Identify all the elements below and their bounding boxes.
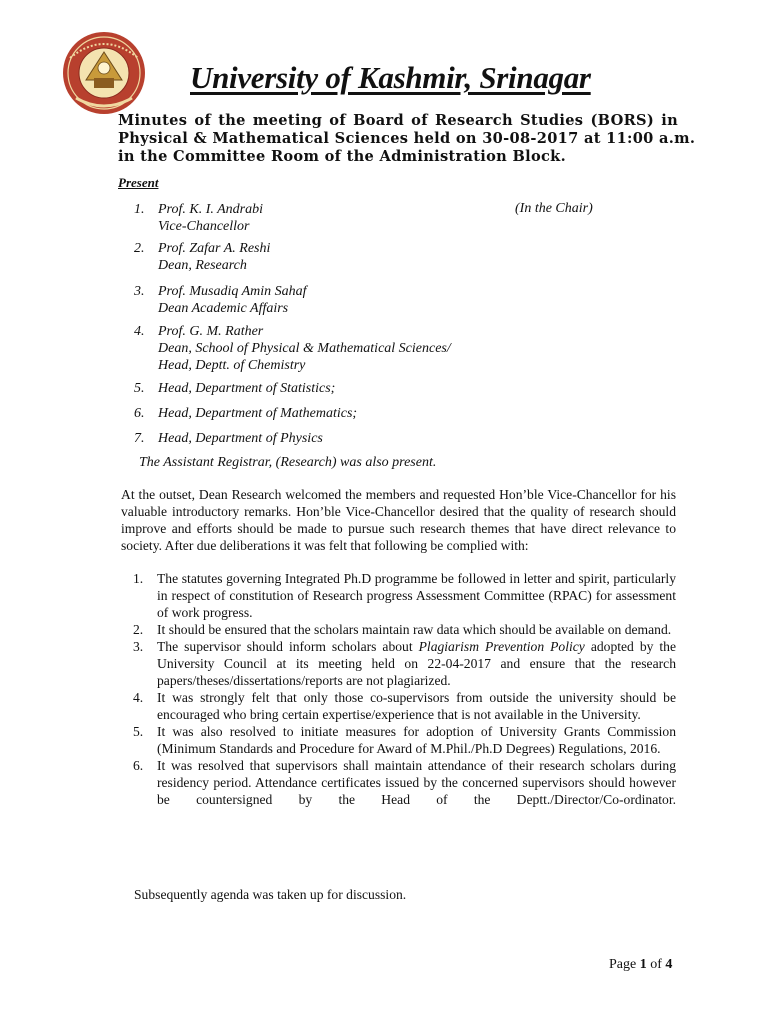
list-item: 5. It was also resolved to initiate measures for adoption of University Grants Commission (Minimum Standards and Procedure for Award of M.Phil./Ph.D Degrees) Regulations, 2016. xyxy=(133,724,676,756)
member-title: Head, Deptt. of Chemistry xyxy=(158,358,306,373)
heading-line-1: Minutes of the meeting of Board of Research Studies (BORS) in xyxy=(118,112,678,129)
list-item: 4. It was strongly felt that only those co-supervisors from outside the university should be encouraged who bring certain expertise/experience that is not available in the University. xyxy=(133,690,676,722)
member-name: Prof. K. I. Andrabi xyxy=(158,202,264,217)
member-title: Dean, School of Physical & Mathematical Sciences/ xyxy=(158,341,451,356)
list-item: 3. The supervisor should inform scholars about Plagiarism Prevention Policy adopted by the University Council at its meeting held on 22-04-2017 and ensure that the research papers/theses/dissertations/reports are not plagiarized. xyxy=(133,639,676,688)
member-name: Head, Department of Mathematics; xyxy=(158,406,358,421)
university-title: University of Kashmir, Srinagar xyxy=(190,60,591,95)
policy-name: Plagiarism Prevention Policy xyxy=(418,639,585,654)
present-label: Present xyxy=(118,175,159,190)
also-present-note: The Assistant Registrar, (Research) was also present. xyxy=(139,455,437,470)
heading-line-2: Physical & Mathematical Sciences held on 30-08-2017 at 11:00 a.m. xyxy=(118,130,696,147)
heading-line-3: in the Committee Room of the Administration Block. xyxy=(118,148,566,165)
page-number: Page 1 of 4 xyxy=(609,957,673,972)
list-item: 2. It should be ensured that the scholars maintain raw data which should be available on demand. xyxy=(133,622,672,637)
member-name: Head, Department of Physics xyxy=(158,431,323,446)
chair-note: (In the Chair) xyxy=(515,201,593,216)
member-name: Head, Department of Statistics; xyxy=(158,381,336,396)
member-title: Vice-Chancellor xyxy=(158,219,250,234)
meeting-heading xyxy=(118,112,696,166)
member-name: Prof. Zafar A. Reshi xyxy=(158,241,271,256)
member-title: Dean, Research xyxy=(158,258,247,273)
resolution-list xyxy=(121,570,676,808)
member-title: Dean Academic Affairs xyxy=(158,301,289,316)
list-item: 6. It was resolved that supervisors shall maintain attendance of their research scholars during residency period. Attendance certificates issued by the concerned supervisors should however be countersigned by the Head of the Deptt./Director/Co-ordinator. xyxy=(133,758,676,807)
intro-paragraph: At the outset, Dean Research welcomed the members and requested Hon’ble Vice-Chancellor for his valuable introductory remarks. Hon’ble Vice-Chancellor desired that the quality of research should improve and efforts should be made to pursue such research themes that have direct relevance to society. After due deliberations it was felt that following be complied with: xyxy=(121,487,676,553)
member-name: Prof. G. M. Rather xyxy=(158,324,264,339)
member-name: Prof. Musadiq Amin Sahaf xyxy=(158,284,307,299)
list-item: 1. The statutes governing Integrated Ph.D programme be followed in letter and spirit, particularly in respect of constitution of Research progress Assessment Committee (RPAC) for assessment of work progress. xyxy=(133,571,676,620)
closing-line: Subsequently agenda was taken up for discussion. xyxy=(134,887,407,902)
university-seal-icon xyxy=(56,28,152,118)
